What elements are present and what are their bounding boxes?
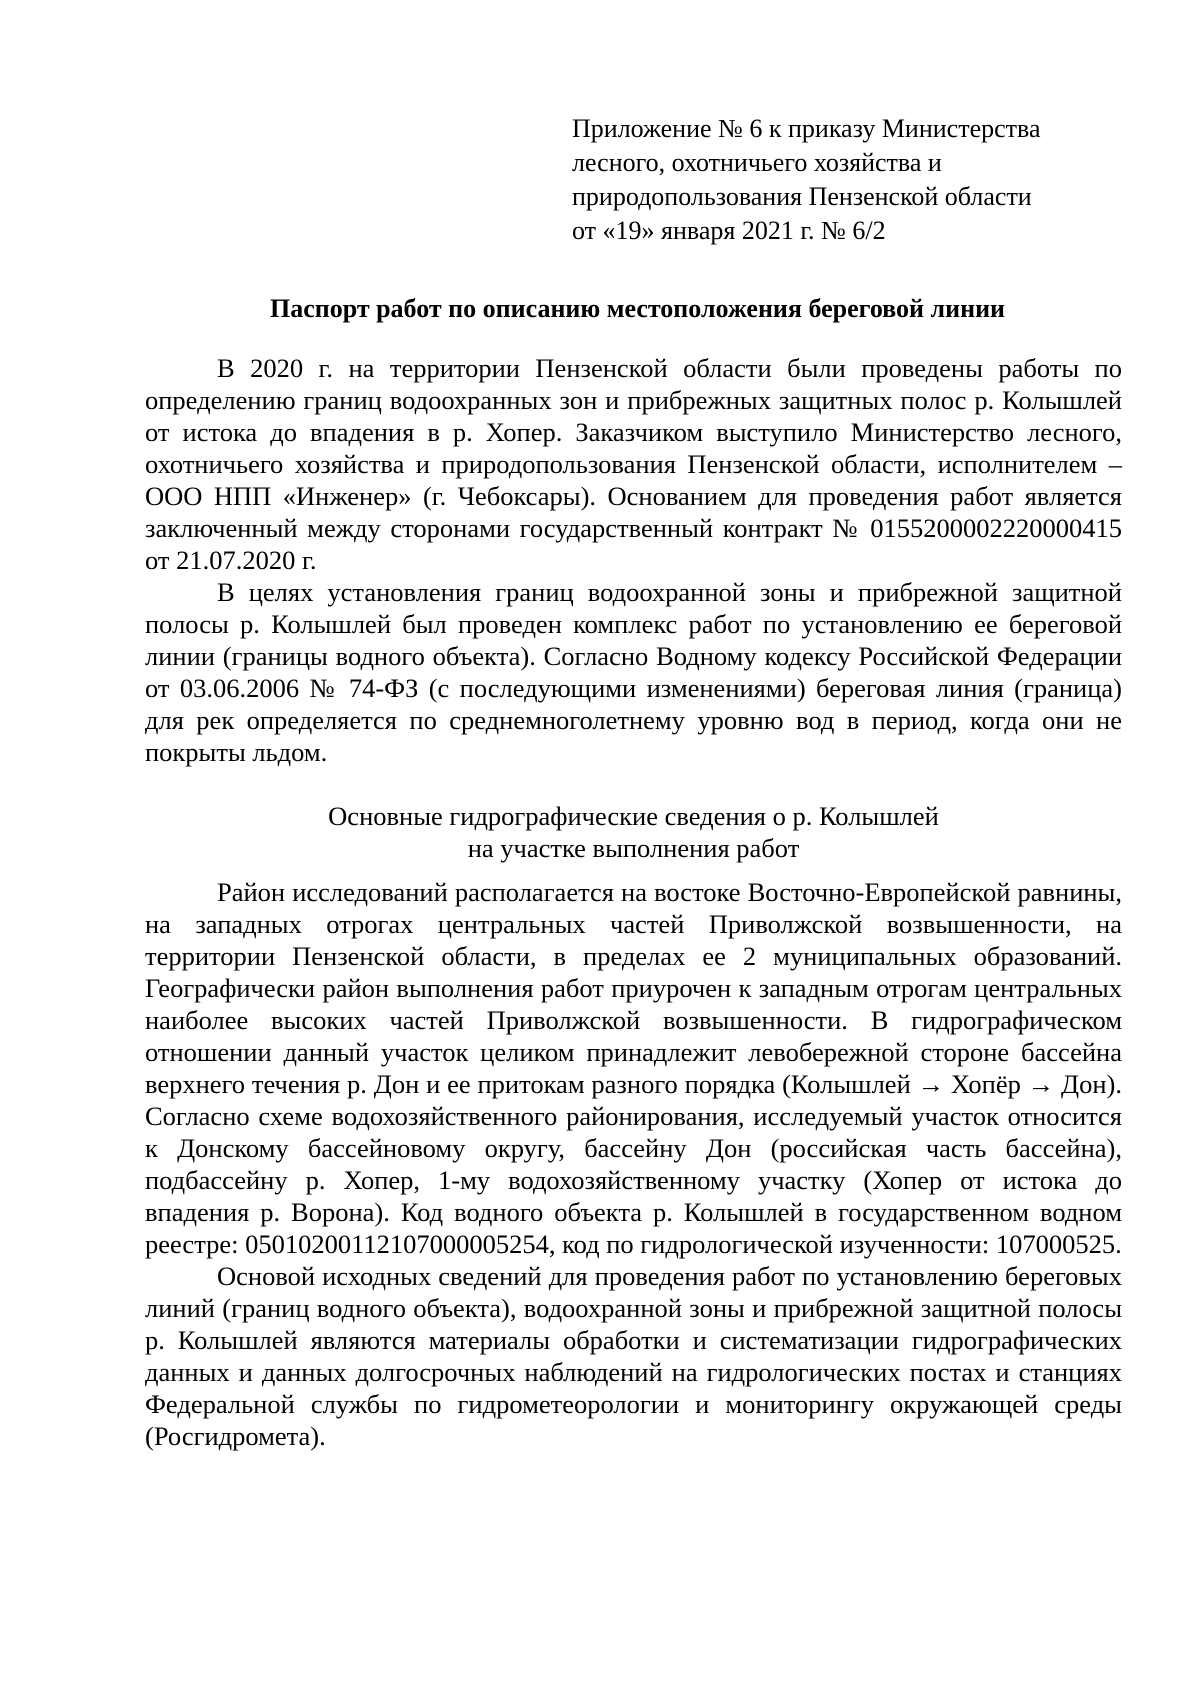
appendix-line: природопользования Пензенской области — [572, 182, 1032, 211]
intro-section — [145, 352, 1122, 768]
section-heading-line: на участке выполнения работ — [467, 833, 800, 863]
hydrography-section — [145, 876, 1122, 1452]
section-heading-line: Основные гидрографические сведения о р. Колышлей — [328, 801, 939, 831]
paragraph: Район исследований располагается на востоке Восточно-Европейской равнины, на западных отрогах центральных частей Приволжской возвышенности, на территории Пензенской области, в пределах ее 2 муниципальных образований. Географически район выполнения работ приурочен к западным отрогам центральных наиболее высоких частей Приволжской возвышенности. В гидрографическом отношении данный участок целиком принадлежит левобережной стороне бассейна верхнего течения р. Дон и ее притокам разного порядка (Колышлей → Хопёр → Дон). Согласно схеме водохозяйственного районирования, исследуемый участок относится к Донскому бассейновому округу, бассейну Дон (российская часть бассейна), подбассейну р. Хопер, 1-му водохозяйственному участку (Хопер от истока до впадения р. Ворона). Код водного объекта р. Колышлей в государственном водном реестре: 05010200112107000005254, код по гидрологической изученности: 107000525. — [145, 877, 1122, 1259]
appendix-line: лесного, охотничьего хозяйства и — [572, 148, 942, 177]
paragraph: В 2020 г. на территории Пензенской области были проведены работы по определению границ водоохранных зон и прибрежных защитных полос р. Колышлей от истока до впадения в р. Хопер. Заказчиком выступило Министерство лесного, охотничьего хозяйства и природопользования Пензенской области, исполнителем – ООО НПП «Инженер» (г. Чебоксары). Основанием для проведения работ является заключенный между сторонами государственный контракт № 0155200002220000415 от 21.07.2020 г. — [145, 353, 1122, 575]
document-title: Паспорт работ по описанию местоположения береговой линии — [269, 294, 1006, 323]
paragraph: Основой исходных сведений для проведения работ по установлению береговых линий (границ водного объекта), водоохранной зоны и прибрежной защитной полосы р. Колышлей являются материалы обработки и систематизации гидрографических данных и данных долгосрочных наблюдений на гидрологических постах и станциях Федеральной службы по гидрометеорологии и мониторингу окружающей среды (Росгидромета). — [145, 1261, 1122, 1451]
section-heading — [145, 800, 1122, 864]
appendix-line: Приложение № 6 к приказу Министерства — [572, 114, 1041, 143]
appendix-reference — [572, 112, 1132, 248]
appendix-line: от «19» января 2021 г. № 6/2 — [572, 216, 886, 245]
paragraph: В целях установления границ водоохранной зоны и прибрежной защитной полосы р. Колышлей был проведен комплекс работ по установлению ее береговой линии (границы водного объекта). Согласно Водному кодексу Российской Федерации от 03.06.2006 № 74-ФЗ (с последующими изменениями) береговая линия (граница) для рек определяется по среднемноголетнему уровню вод в период, когда они не покрыты льдом. — [145, 577, 1122, 767]
